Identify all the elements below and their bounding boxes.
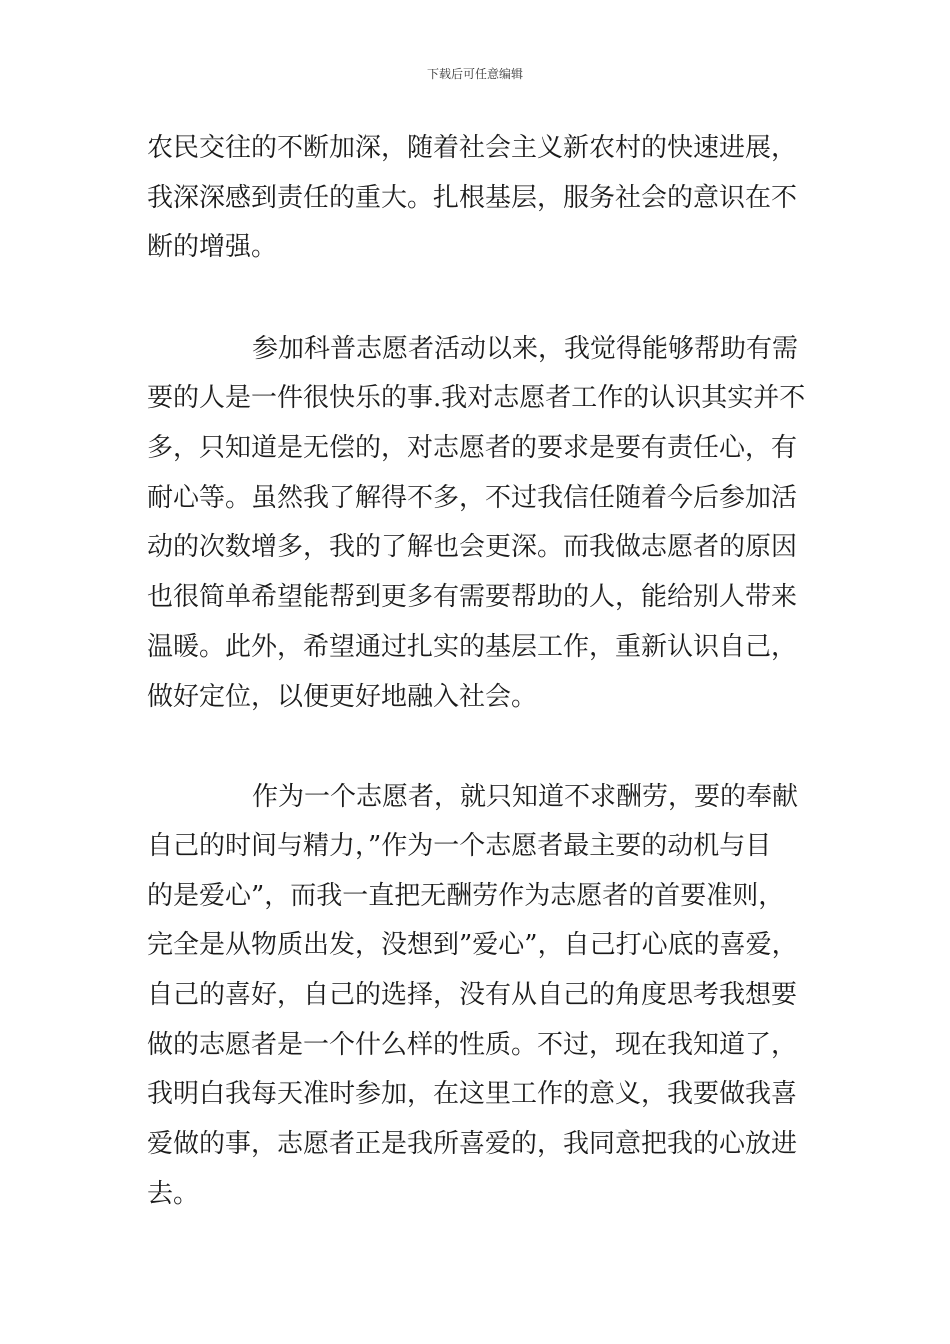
paragraph-2-line-2: 要的人是一件很快乐的事.我对志愿者工作的认识其实并不 bbox=[147, 383, 806, 413]
paragraph-2-line-6: 也很简单希望能帮到更多有需要帮助的人，能给别人带来 bbox=[147, 582, 798, 612]
paragraph-2-line-7: 温暖。此外，希望通过扎实的基层工作，重新认识自己， bbox=[147, 632, 798, 662]
paragraph-2-line-3: 多，只知道是无偿的，对志愿者的要求是要有责任心，有 bbox=[147, 433, 798, 463]
paragraph-2-line-8: 做好定位，以便更好地融入社会。 bbox=[147, 682, 538, 712]
paragraph-3-line-4: 完全是从物质出发，没想到”爱心”，自己打心底的喜爱， bbox=[147, 930, 798, 960]
paragraph-3-line-3: 的是爱心”，而我一直把无酬劳作为志愿者的首要准则， bbox=[147, 881, 785, 911]
paragraph-3-line-5: 自己的喜好，自己的选择，没有从自己的角度思考我想要 bbox=[147, 980, 798, 1010]
paragraph-2-line-4: 耐心等。虽然我了解得不多，不过我信任随着今后参加活 bbox=[147, 483, 798, 513]
paragraph-3-line-6: 做的志愿者是一个什么样的性质。不过，现在我知道了， bbox=[147, 1030, 798, 1060]
paragraph-1-line-2: 我深深感到责任的重大。扎根基层，服务社会的意识在不 bbox=[147, 183, 798, 213]
paragraph-2-line-1: 参加科普志愿者活动以来，我觉得能够帮助有需 bbox=[252, 334, 799, 364]
paragraph-3-line-8: 爱做的事，志愿者正是我所喜爱的，我同意把我的心放进 bbox=[147, 1129, 798, 1159]
paragraph-3-line-9: 去。 bbox=[147, 1179, 200, 1209]
paragraph-2-line-5: 动的次数增多，我的了解也会更深。而我做志愿者的原因 bbox=[147, 532, 798, 562]
paragraph-1-line-1: 农民交往的不断加深，随着社会主义新农村的快速进展， bbox=[147, 133, 798, 163]
paragraph-3-line-2: 自己的时间与精力，”作为一个志愿者最主要的动机与目 bbox=[147, 831, 772, 861]
header-note: 下载后可任意编辑 bbox=[426, 67, 523, 81]
paragraph-3-line-7: 我明白我每天准时参加，在这里工作的意义，我要做我喜 bbox=[147, 1079, 798, 1109]
paragraph-3-line-1: 作为一个志愿者，就只知道不求酬劳，要的奉献 bbox=[252, 782, 799, 812]
paragraph-1-line-3: 断的增强。 bbox=[147, 232, 278, 262]
